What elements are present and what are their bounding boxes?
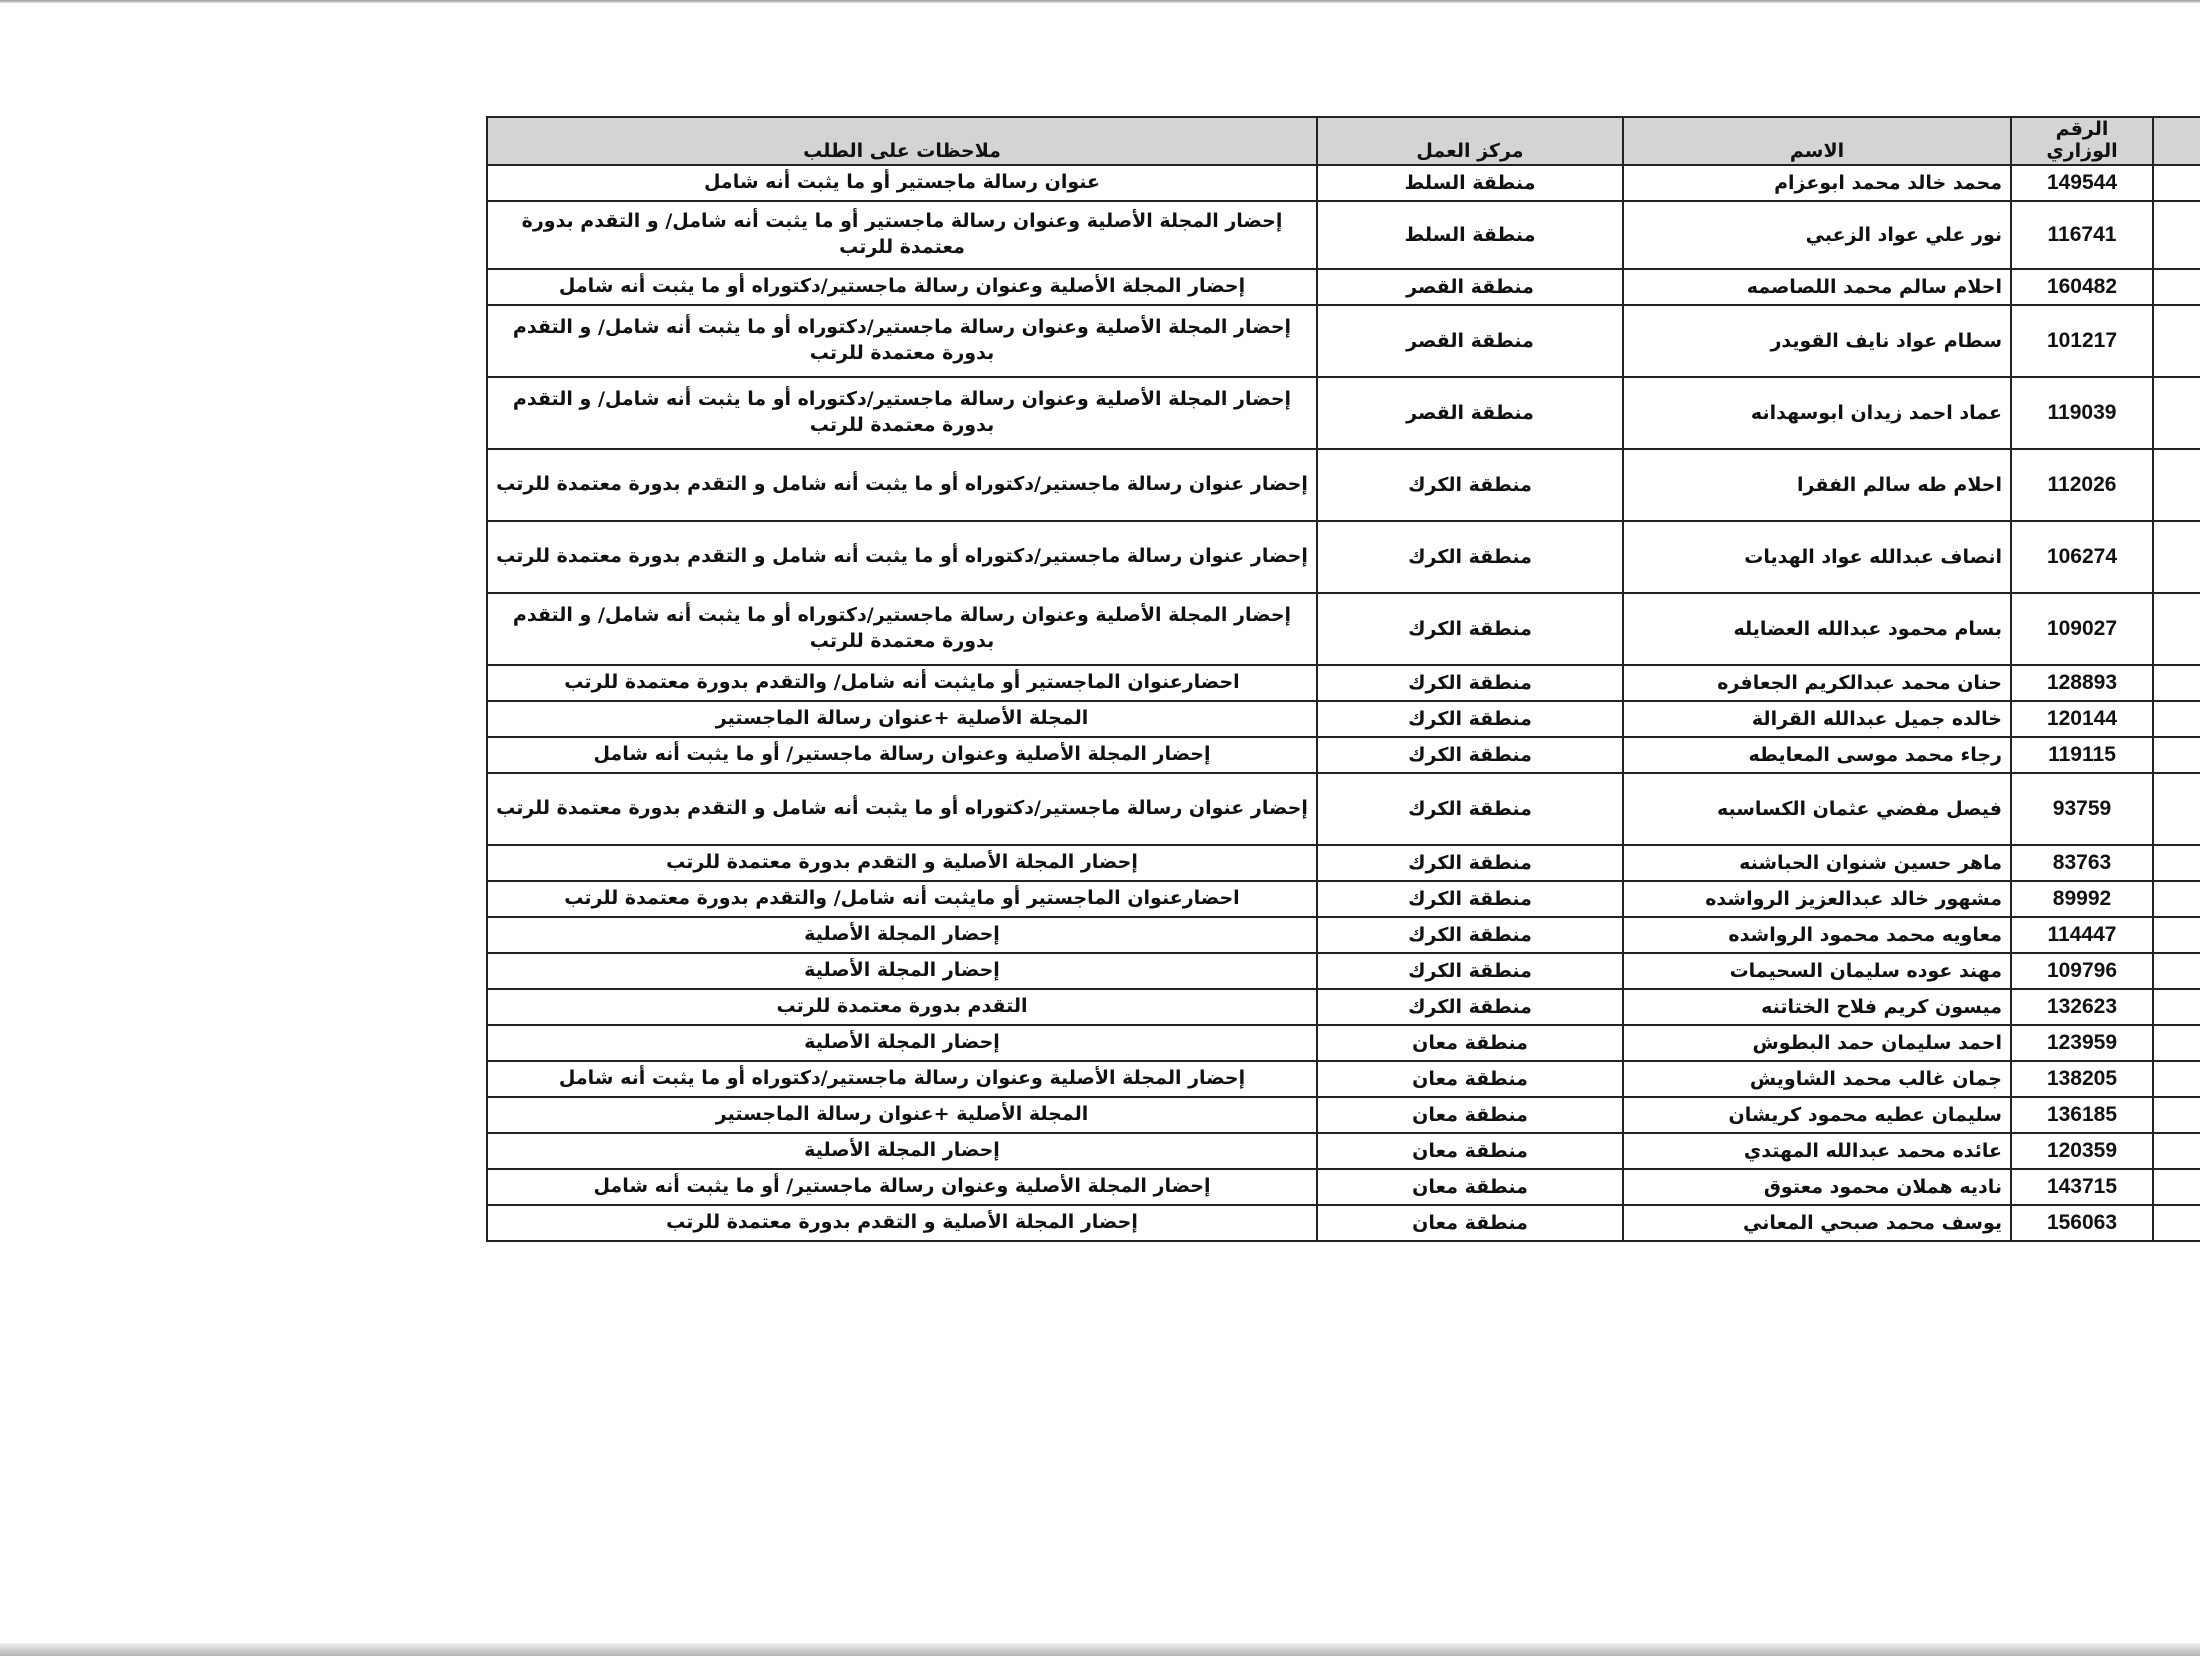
id-cell: 143715: [2011, 1169, 2153, 1205]
edge-cell: [2153, 665, 2200, 701]
center-cell: منطقة الكرك: [1317, 701, 1623, 737]
edge-cell: [2153, 449, 2200, 521]
name-cell: معاويه محمد محمود الرواشده: [1623, 917, 2011, 953]
table-row: [487, 1133, 2200, 1169]
id-cell: 149544: [2011, 165, 2153, 201]
notes-cell: إحضار المجلة الأصلية وعنوان رسالة ماجستير/دكتوراه أو ما يثبت أنه شامل/ و التقدم بدورة معتمدة للرتب: [487, 377, 1317, 449]
notes-cell: عنوان رسالة ماجستير أو ما يثبت أنه شامل: [487, 165, 1317, 201]
name-cell: احلام طه سالم الفقرا: [1623, 449, 2011, 521]
center-cell: منطقة معان: [1317, 1169, 1623, 1205]
name-cell: مشهور خالد عبدالعزيز الرواشده: [1623, 881, 2011, 917]
id-cell: 106274: [2011, 521, 2153, 593]
center-cell: منطقة الكرك: [1317, 953, 1623, 989]
center-cell: منطقة الكرك: [1317, 917, 1623, 953]
edge-cell: [2153, 881, 2200, 917]
notes-cell: إحضار المجلة الأصلية وعنوان رسالة ماجستير/دكتوراه أو ما يثبت أنه شامل: [487, 269, 1317, 305]
id-cell: 83763: [2011, 845, 2153, 881]
id-cell: 101217: [2011, 305, 2153, 377]
table-row: [487, 917, 2200, 953]
name-cell: نور علي عواد الزعبي: [1623, 201, 2011, 269]
header-edge: [2153, 117, 2200, 165]
id-cell: 112026: [2011, 449, 2153, 521]
id-cell: 160482: [2011, 269, 2153, 305]
edge-cell: [2153, 701, 2200, 737]
notes-cell: احضارعنوان الماجستير أو مايثبت أنه شامل/ والتقدم بدورة معتمدة للرتب: [487, 881, 1317, 917]
id-cell: 120359: [2011, 1133, 2153, 1169]
table-row: [487, 665, 2200, 701]
notes-cell: إحضار المجلة الأصلية: [487, 1025, 1317, 1061]
notes-cell: إحضار المجلة الأصلية: [487, 953, 1317, 989]
center-cell: منطقة الكرك: [1317, 665, 1623, 701]
table-row: [487, 1169, 2200, 1205]
center-cell: منطقة معان: [1317, 1133, 1623, 1169]
id-cell: 114447: [2011, 917, 2153, 953]
notes-cell: إحضار المجلة الأصلية و التقدم بدورة معتمدة للرتب: [487, 845, 1317, 881]
id-cell: 119115: [2011, 737, 2153, 773]
notes-cell: إحضار المجلة الأصلية وعنوان رسالة ماجستير/دكتوراه أو ما يثبت أنه شامل/ و التقدم بدورة معتمدة للرتب: [487, 305, 1317, 377]
edge-cell: [2153, 1205, 2200, 1241]
edge-cell: [2153, 1133, 2200, 1169]
notes-cell: إحضار المجلة الأصلية: [487, 917, 1317, 953]
center-cell: منطقة الكرك: [1317, 449, 1623, 521]
table-row: [487, 845, 2200, 881]
edge-cell: [2153, 1061, 2200, 1097]
notes-cell: إحضار المجلة الأصلية وعنوان رسالة ماجستير/ أو ما يثبت أنه شامل: [487, 1169, 1317, 1205]
edge-cell: [2153, 269, 2200, 305]
center-cell: منطقة معان: [1317, 1061, 1623, 1097]
edge-cell: [2153, 521, 2200, 593]
id-cell: 128893: [2011, 665, 2153, 701]
name-cell: خالده جميل عبدالله القرالة: [1623, 701, 2011, 737]
edge-cell: [2153, 989, 2200, 1025]
table-row: [487, 1025, 2200, 1061]
name-cell: عماد احمد زيدان ابوسهدانه: [1623, 377, 2011, 449]
id-cell: 156063: [2011, 1205, 2153, 1241]
name-cell: سطام عواد نايف القويدر: [1623, 305, 2011, 377]
name-cell: عائده محمد عبدالله المهتدي: [1623, 1133, 2011, 1169]
id-cell: 93759: [2011, 773, 2153, 845]
edge-cell: [2153, 201, 2200, 269]
id-cell: 120144: [2011, 701, 2153, 737]
table-row: [487, 701, 2200, 737]
center-cell: منطقة الكرك: [1317, 881, 1623, 917]
table-row: [487, 521, 2200, 593]
notes-cell: إحضار المجلة الأصلية و التقدم بدورة معتمدة للرتب: [487, 1205, 1317, 1241]
name-cell: ميسون كريم فلاح الختاتنه: [1623, 989, 2011, 1025]
id-cell: 123959: [2011, 1025, 2153, 1061]
table-row: [487, 305, 2200, 377]
table-row: [487, 377, 2200, 449]
edge-cell: [2153, 593, 2200, 665]
edge-cell: [2153, 377, 2200, 449]
edge-cell: [2153, 845, 2200, 881]
header-notes: ملاحظات على الطلب: [487, 117, 1317, 165]
table-row: [487, 269, 2200, 305]
center-cell: منطقة معان: [1317, 1025, 1623, 1061]
id-cell: 136185: [2011, 1097, 2153, 1133]
name-cell: احمد سليمان حمد البطوش: [1623, 1025, 2011, 1061]
id-cell: 116741: [2011, 201, 2153, 269]
name-cell: رجاء محمد موسى المعايطه: [1623, 737, 2011, 773]
edge-cell: [2153, 917, 2200, 953]
edge-cell: [2153, 305, 2200, 377]
notes-cell: المجلة الأصلية +عنوان رسالة الماجستير: [487, 1097, 1317, 1133]
center-cell: منطقة الكرك: [1317, 773, 1623, 845]
notes-cell: التقدم بدورة معتمدة للرتب: [487, 989, 1317, 1025]
id-cell: 89992: [2011, 881, 2153, 917]
table-row: [487, 165, 2200, 201]
notes-cell: احضارعنوان الماجستير أو مايثبت أنه شامل/ والتقدم بدورة معتمدة للرتب: [487, 665, 1317, 701]
name-cell: انصاف عبدالله عواد الهديات: [1623, 521, 2011, 593]
table-row: [487, 989, 2200, 1025]
header-name: الاسم: [1623, 117, 2011, 165]
scan-edge-top: [0, 0, 2200, 3]
scan-edge-bottom: [0, 1643, 2200, 1656]
center-cell: منطقة القصر: [1317, 377, 1623, 449]
center-cell: منطقة الكرك: [1317, 737, 1623, 773]
table-row: [487, 201, 2200, 269]
notes-cell: إحضار المجلة الأصلية وعنوان رسالة ماجستير/دكتوراه أو ما يثبت أنه شامل: [487, 1061, 1317, 1097]
name-cell: حنان محمد عبدالكريم الجعافره: [1623, 665, 2011, 701]
name-cell: ماهر حسين شنوان الحباشنه: [1623, 845, 2011, 881]
notes-cell: إحضار عنوان رسالة ماجستير/دكتوراه أو ما يثبت أنه شامل و التقدم بدورة معتمدة للرتب: [487, 449, 1317, 521]
notes-cell: إحضار المجلة الأصلية: [487, 1133, 1317, 1169]
edge-cell: [2153, 773, 2200, 845]
table-row: [487, 737, 2200, 773]
center-cell: منطقة معان: [1317, 1097, 1623, 1133]
id-cell: 138205: [2011, 1061, 2153, 1097]
table-row: [487, 593, 2200, 665]
center-cell: منطقة القصر: [1317, 305, 1623, 377]
table-row: [487, 449, 2200, 521]
table-row: [487, 881, 2200, 917]
name-cell: سليمان عطيه محمود كريشان: [1623, 1097, 2011, 1133]
edge-cell: [2153, 1169, 2200, 1205]
notes-cell: إحضار المجلة الأصلية وعنوان رسالة ماجستير أو ما يثبت أنه شامل/ و التقدم بدورة معتمدة للرتب: [487, 201, 1317, 269]
name-cell: بسام محمود عبدالله العضايله: [1623, 593, 2011, 665]
edge-cell: [2153, 953, 2200, 989]
center-cell: منطقة الكرك: [1317, 593, 1623, 665]
header-row: [487, 117, 2200, 165]
id-cell: 132623: [2011, 989, 2153, 1025]
table-row: [487, 1097, 2200, 1133]
name-cell: احلام سالم محمد اللصاصمه: [1623, 269, 2011, 305]
edge-cell: [2153, 1025, 2200, 1061]
notes-cell: إحضار عنوان رسالة ماجستير/دكتوراه أو ما يثبت أنه شامل و التقدم بدورة معتمدة للرتب: [487, 773, 1317, 845]
id-cell: 109027: [2011, 593, 2153, 665]
center-cell: منطقة الكرك: [1317, 521, 1623, 593]
table-row: [487, 1205, 2200, 1241]
center-cell: منطقة السلط: [1317, 165, 1623, 201]
notes-cell: إحضار المجلة الأصلية وعنوان رسالة ماجستير/دكتوراه أو ما يثبت أنه شامل/ و التقدم بدورة معتمدة للرتب: [487, 593, 1317, 665]
name-cell: مهند عوده سليمان السحيمات: [1623, 953, 2011, 989]
center-cell: منطقة الكرك: [1317, 989, 1623, 1025]
edge-cell: [2153, 165, 2200, 201]
notes-table: [486, 116, 2200, 1242]
id-cell: 119039: [2011, 377, 2153, 449]
table-row: [487, 773, 2200, 845]
name-cell: يوسف محمد صبحي المعاني: [1623, 1205, 2011, 1241]
name-cell: محمد خالد محمد ابوعزام: [1623, 165, 2011, 201]
center-cell: منطقة السلط: [1317, 201, 1623, 269]
edge-cell: [2153, 737, 2200, 773]
center-cell: منطقة القصر: [1317, 269, 1623, 305]
name-cell: فيصل مفضي عثمان الكساسبه: [1623, 773, 2011, 845]
header-id: الرقم الوزاري: [2011, 117, 2153, 165]
notes-cell: إحضار المجلة الأصلية وعنوان رسالة ماجستير/ أو ما يثبت أنه شامل: [487, 737, 1317, 773]
table-row: [487, 1061, 2200, 1097]
name-cell: جمان غالب محمد الشاويش: [1623, 1061, 2011, 1097]
header-center: مركز العمل: [1317, 117, 1623, 165]
notes-cell: المجلة الأصلية +عنوان رسالة الماجستير: [487, 701, 1317, 737]
id-cell: 109796: [2011, 953, 2153, 989]
table-row: [487, 953, 2200, 989]
name-cell: ناديه هملان محمود معتوق: [1623, 1169, 2011, 1205]
edge-cell: [2153, 1097, 2200, 1133]
center-cell: منطقة معان: [1317, 1205, 1623, 1241]
notes-cell: إحضار عنوان رسالة ماجستير/دكتوراه أو ما يثبت أنه شامل و التقدم بدورة معتمدة للرتب: [487, 521, 1317, 593]
center-cell: منطقة الكرك: [1317, 845, 1623, 881]
